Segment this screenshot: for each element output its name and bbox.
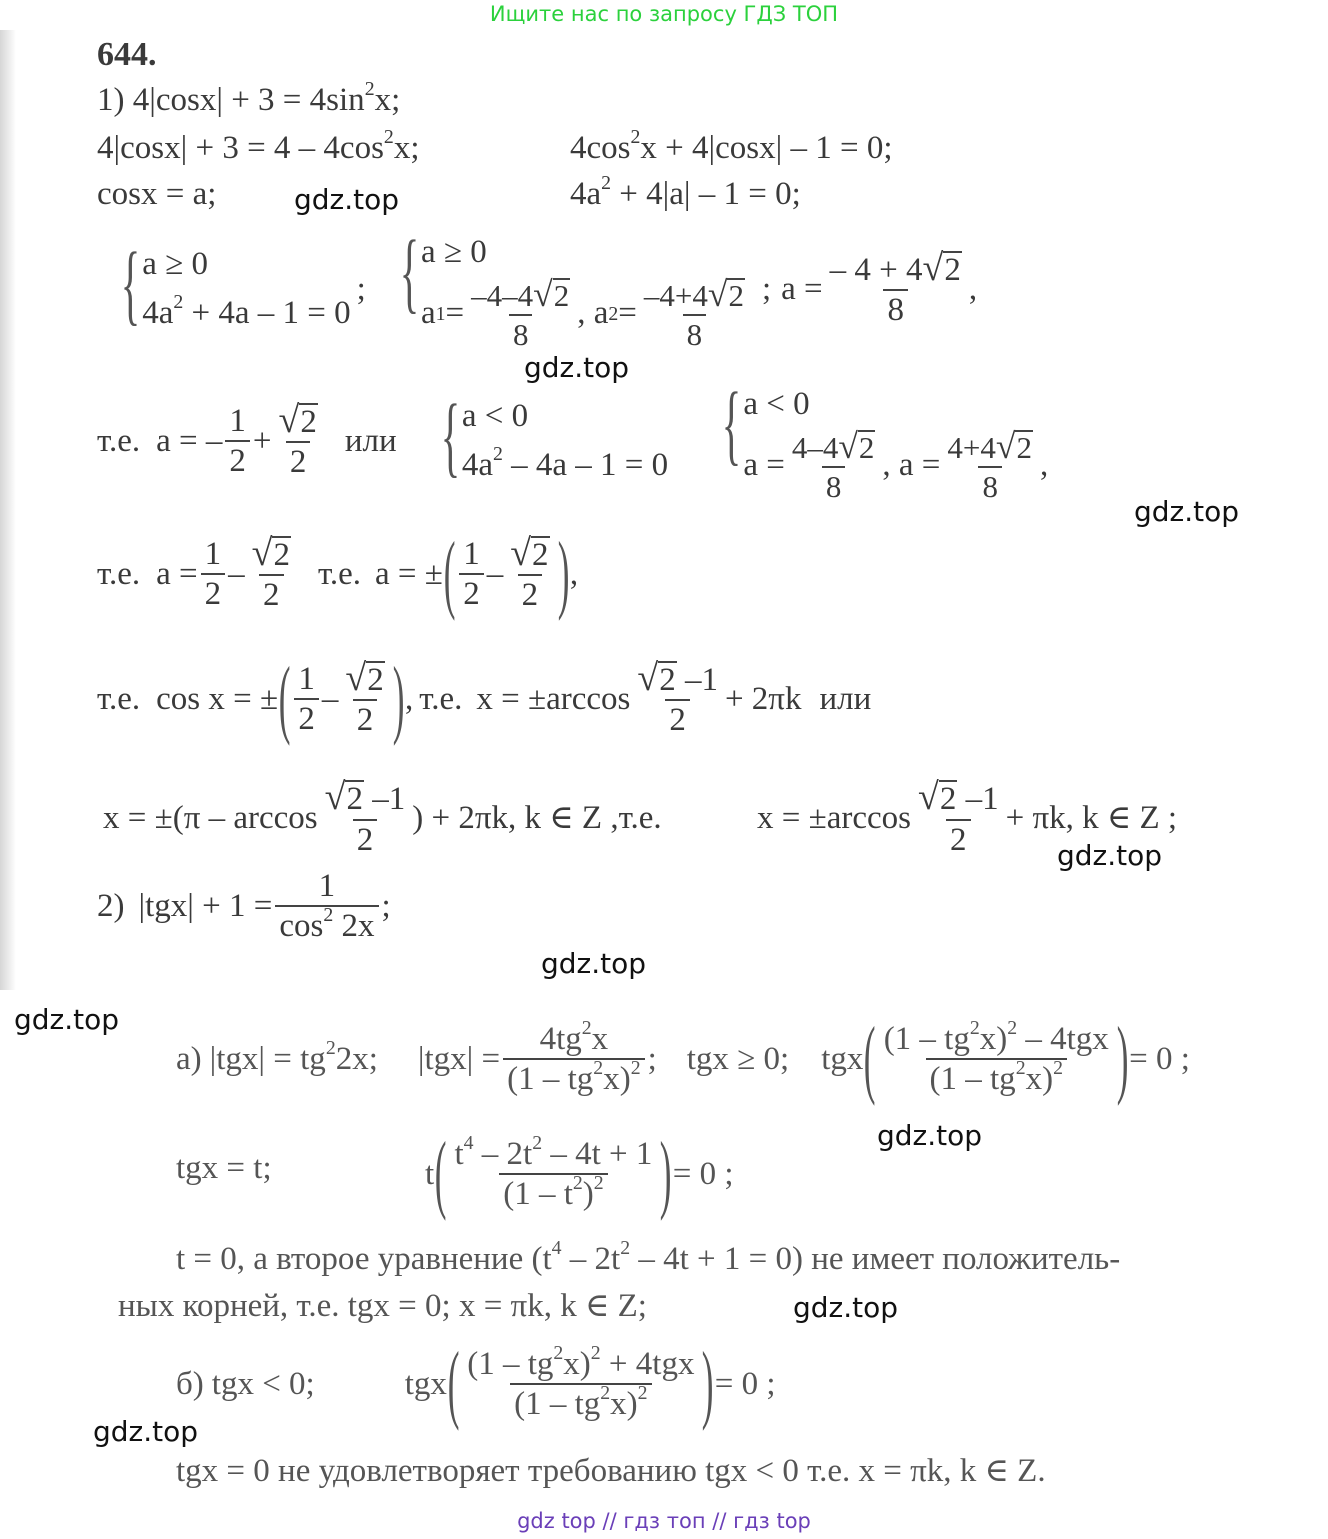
para-text: – 4t + 1 = 0) не имеет положитель- bbox=[630, 1241, 1121, 1277]
equation-line-2-right bbox=[570, 126, 893, 166]
exponent: 2 bbox=[364, 78, 375, 101]
part-b-line: б) tgx < 0; tgx ( $\frac{(1 - tg^2x)^2 + 4tgx}{(1 - tg^2x)^2}$ ) = 0 ; bbox=[176, 1335, 776, 1432]
brace-icon: { bbox=[721, 375, 742, 474]
footer-banner[interactable]: gdz top // гдз топ // гдз top bbox=[517, 1509, 811, 1533]
system-solutions: { a ≥ 0 a 1 = –4–4 √ 2 8 , a 2 = –4+4 √ 2 8 bbox=[399, 223, 744, 353]
te-label: т.е. bbox=[97, 680, 141, 717]
watermark: gdz.top bbox=[793, 1291, 899, 1324]
brace-icon: { bbox=[120, 234, 141, 334]
part-label: б) bbox=[176, 1365, 204, 1402]
watermark: gdz.top bbox=[294, 183, 400, 216]
watermark: gdz.top bbox=[541, 947, 647, 980]
eq-text: 4a bbox=[570, 176, 602, 212]
brace-icon: { bbox=[399, 223, 419, 322]
watermark: gdz.top bbox=[1134, 495, 1240, 528]
watermark: gdz.top bbox=[14, 1003, 120, 1036]
part-a-line: а) $|tgx| = tg^22x$; |tgx| = $\frac{4tg^2x}{(1 - tg^2x)^2}$ ; tgx ≥ 0; tgx ( $\frac{(1 - tg^2x)^2 - 4tgx}{(1 - tg^2x)^2}$ ) = 0 ; bbox=[176, 1010, 1190, 1107]
result-line-1: т.е. a = – $\frac{1}{2}$ + √ 2 2 или { a < 0 $4a^2 - 4a - 1 = 0$ { a < 0 a = 4–4 √ 2 8 , a = 4+4 √ 2 8 , bbox=[97, 375, 1049, 505]
header-banner[interactable]: Ищите нас по запросу ГДЗ ТОП bbox=[489, 2, 839, 26]
system-a-nonneg: { a ≥ 0 $4a^2 + 4a - 1 = 0$ bbox=[97, 240, 351, 339]
watermark: gdz.top bbox=[877, 1119, 983, 1152]
part-label: 2) bbox=[97, 888, 125, 924]
te-label: т.е. bbox=[97, 422, 141, 459]
exponent: 4 bbox=[551, 1237, 562, 1260]
result-line-3: т.е. cos x = ± ( $\frac{1}{2}$ – √ 2 2 ) , т.е. x = ±arccos √ 2 –1 2 + 2πk или bbox=[97, 650, 872, 747]
watermark: gdz.top bbox=[1057, 839, 1163, 872]
equation-line-2 bbox=[97, 126, 420, 166]
part-2-equation: 2) |tgx| + 1 = $\frac{1}{\cos^2 2x}$ ; bbox=[97, 868, 391, 944]
eq-text: x; bbox=[393, 130, 420, 166]
result-line-2: т.е. a = $\frac{1}{2}$ – √ 2 2 т.е. a = ± ( $\frac{1}{2}$ – √ 2 2 ) , bbox=[97, 525, 579, 622]
eq-text: + 4|a| – 1 = 0; bbox=[611, 176, 801, 212]
system-a-neg: { a < 0 $4a^2 - 4a - 1 = 0$ bbox=[417, 392, 669, 491]
eq-text: 4cos bbox=[570, 130, 631, 166]
eq-text: x; bbox=[374, 82, 401, 118]
result-line-4: x = ±(π – arccos √ 2 –1 2 ) + 2πk, k ∈ Z , т.е. bbox=[103, 776, 662, 858]
paragraph-line-2: ных корней, т.е. tgx = 0; x = πk, k ∈ Z; bbox=[118, 1288, 647, 1324]
substitution: cosx = a; bbox=[97, 176, 217, 212]
brace-icon: { bbox=[440, 386, 460, 486]
or-label: или bbox=[344, 422, 397, 459]
exponent: 2 bbox=[630, 126, 641, 149]
te-label: т.е. bbox=[317, 555, 362, 592]
or-label: или bbox=[819, 680, 872, 717]
equation-in-t: t ( $\frac{t^4 - 2t^2 - 4t + 1}{(1 - t^2)^2}$ ) = 0 ; bbox=[425, 1125, 734, 1222]
problem-number: 644. bbox=[97, 36, 157, 73]
eq-text: 4|cosx| + 3 = 4 – 4cos bbox=[97, 130, 384, 166]
para-text: – 2t bbox=[561, 1241, 621, 1277]
substitution-t: tgx = t; bbox=[176, 1150, 272, 1186]
te-label: т.е. bbox=[419, 680, 463, 717]
te-label: т.е. bbox=[618, 799, 662, 836]
part-label: а) bbox=[176, 1040, 202, 1077]
equation-line-1 bbox=[97, 78, 401, 118]
system-a-neg-solutions: { a < 0 a = 4–4 √ 2 8 , a = 4+4 √ 2 8 , bbox=[721, 375, 1049, 505]
te-label: т.е. bbox=[97, 555, 141, 592]
para-text: t = 0, а второе уравнение (t bbox=[176, 1241, 552, 1277]
exponent: 2 bbox=[601, 172, 612, 195]
watermark: gdz.top bbox=[93, 1415, 199, 1448]
scan-edge-shadow bbox=[0, 30, 16, 990]
equation-in-a bbox=[570, 172, 801, 212]
exponent: 2 bbox=[620, 1237, 631, 1260]
paragraph-line-3: tgx = 0 не удовлетворяет требованию tgx < 0 т.е. x = πk, k ∈ Z. bbox=[176, 1453, 1046, 1489]
eq-text: 1) 4|cosx| + 3 = 4sin bbox=[97, 82, 365, 118]
final-answer-1: x = ±arccos √ 2 –1 2 + πk, k ∈ Z ; bbox=[757, 776, 1178, 858]
paragraph-line-1 bbox=[176, 1237, 1121, 1277]
system-block-1: { a ≥ 0 $4a^2 + 4a - 1 = 0$ ; { a ≥ 0 a 1 = –4–4 √ 2 8 , a 2 = –4+4 √ 2 8 ; a = – 4 + 4 √ 2 8 , bbox=[97, 228, 977, 350]
eq-text: x + 4|cosx| – 1 = 0; bbox=[640, 130, 893, 166]
watermark: gdz.top bbox=[524, 351, 630, 384]
exponent: 2 bbox=[383, 126, 394, 149]
